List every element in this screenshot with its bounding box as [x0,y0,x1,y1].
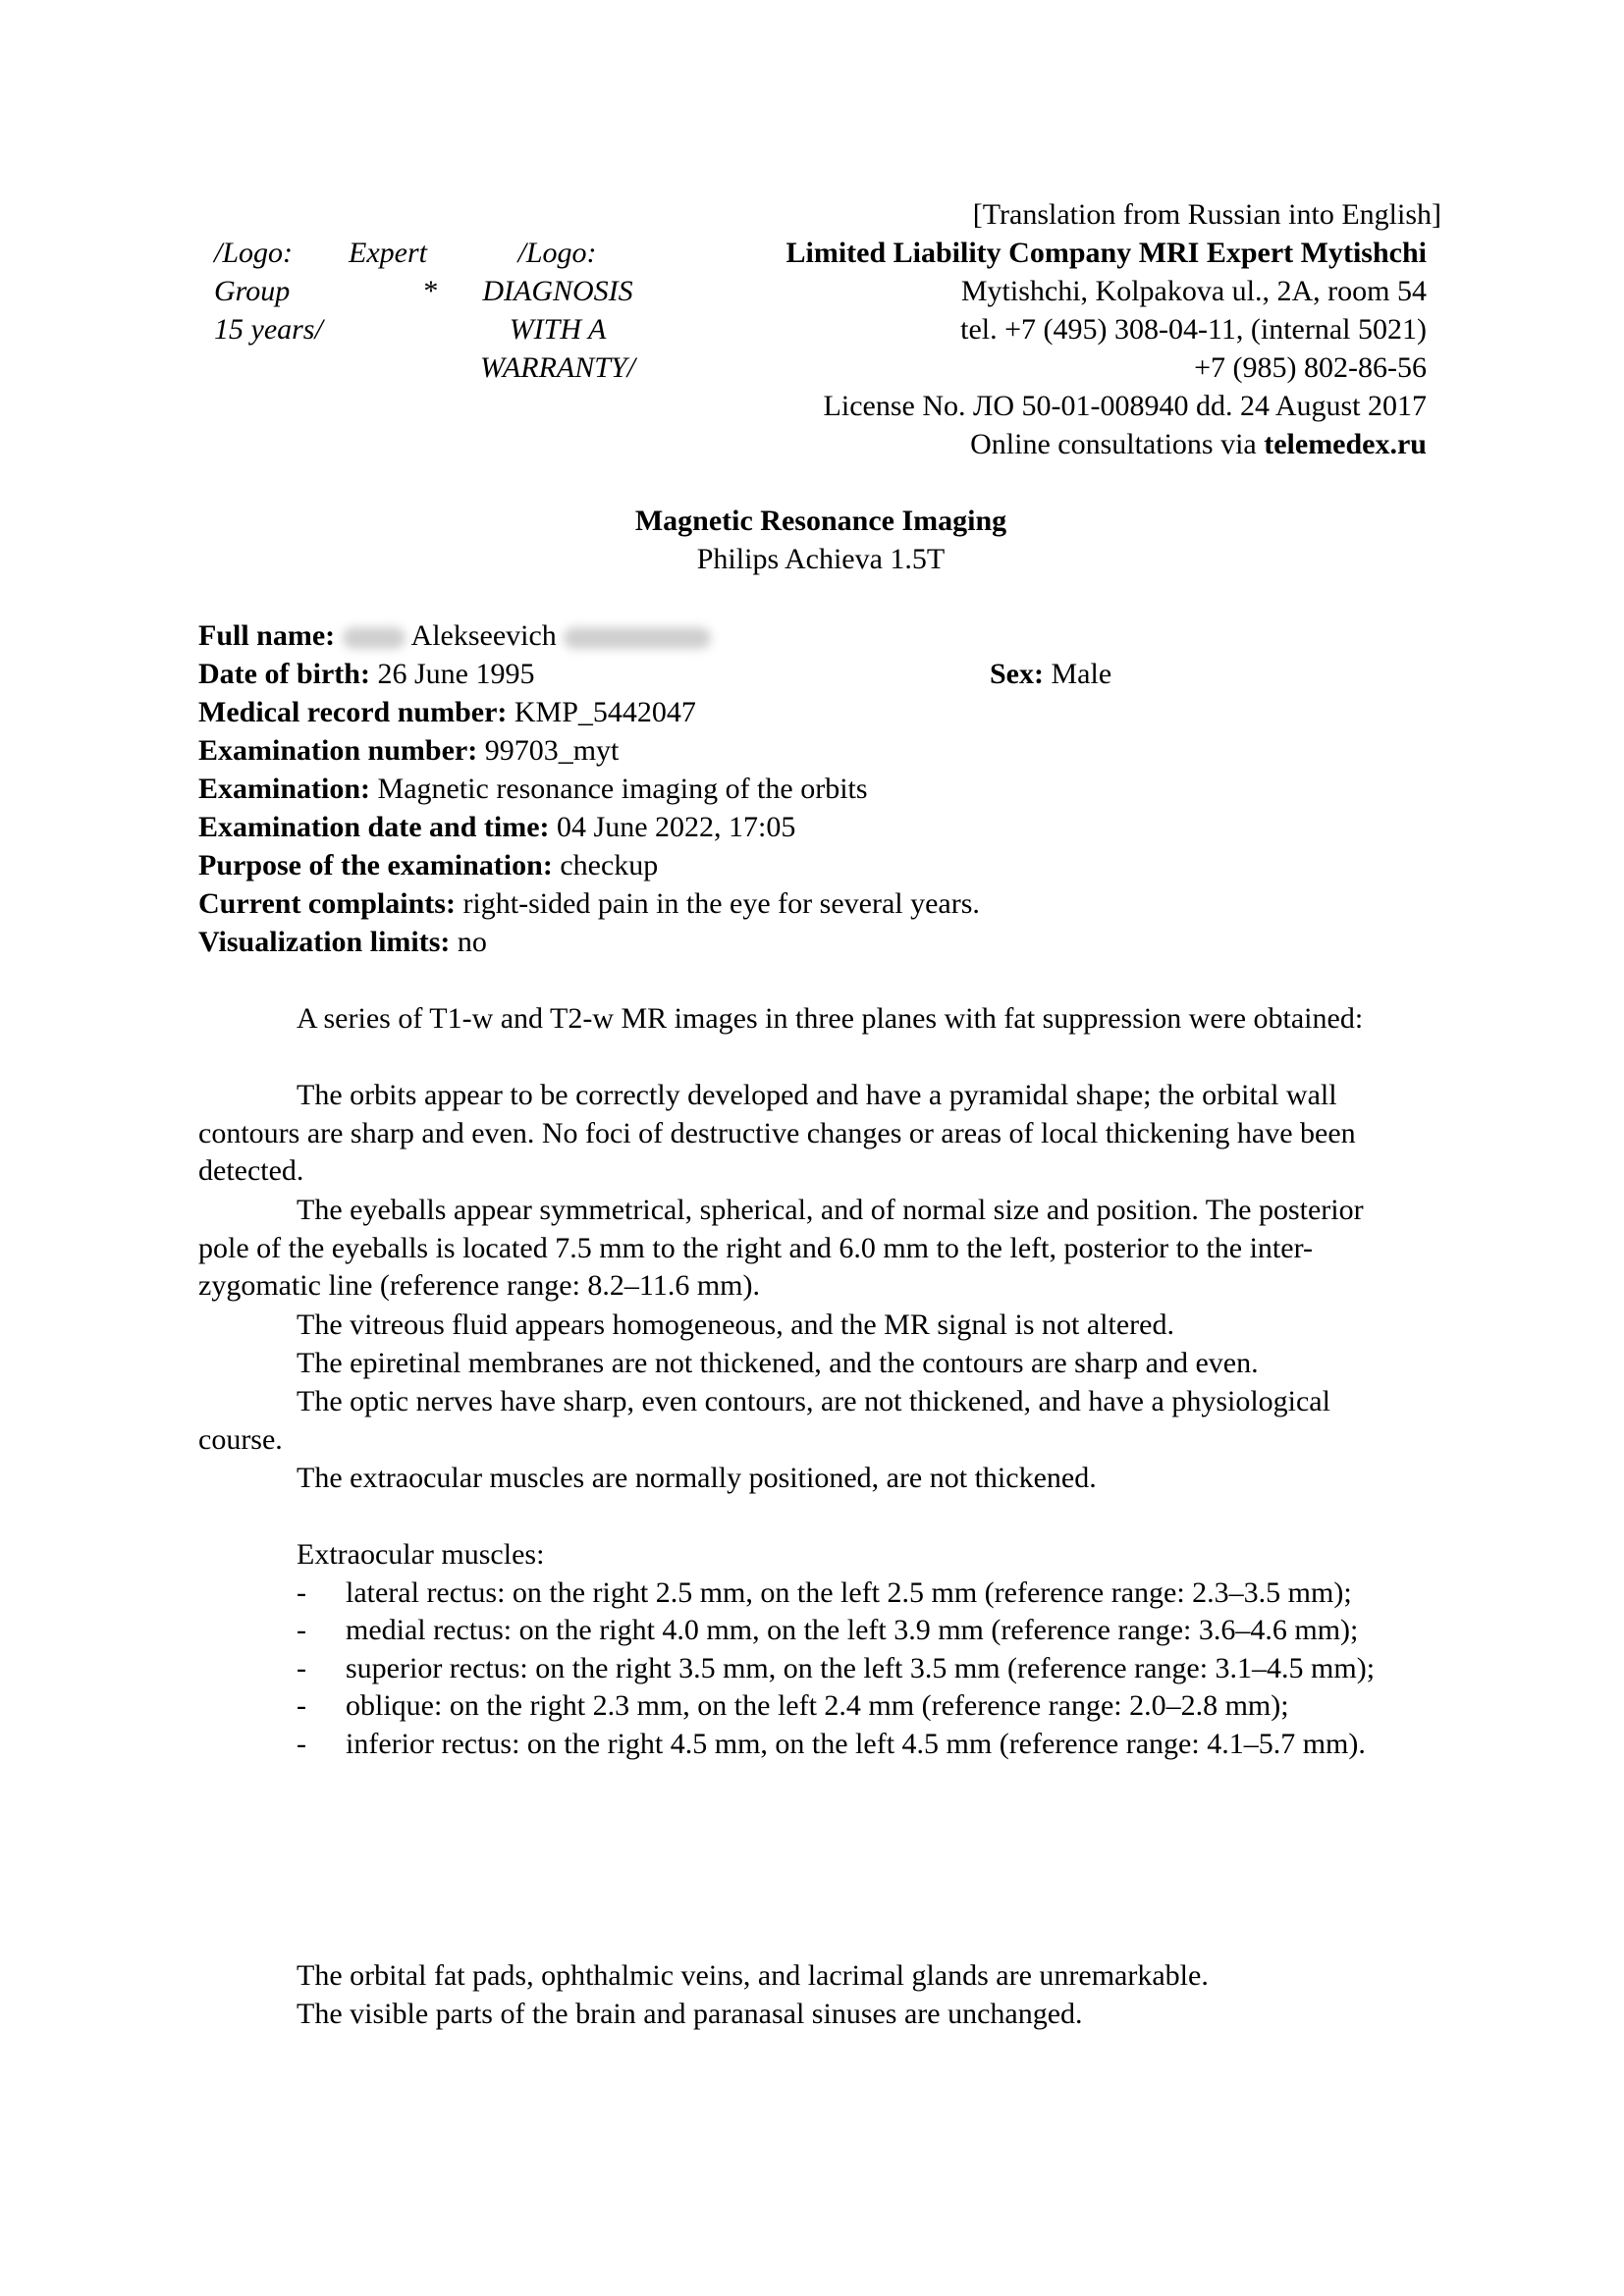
muscle-measurement: superior rectus: on the right 3.5 mm, on the left 3.5 mm (reference range: 3.1–4.5 mm); [346,1651,1376,1684]
logo1-line1: /Logo: [214,237,294,269]
findings-paragraph-1: A series of T1-w and T2-w MR images in three planes with fat suppression were obtained: [297,1002,1364,1035]
exam-no-value: 99703_myt [484,734,620,767]
list-bullet-dash: - [297,1614,306,1646]
datetime-label: Examination date and time: [198,811,550,843]
muscle-list-item [198,1575,1426,1613]
dob-label: Date of birth: [198,658,370,690]
closing-line-1: The orbital fat pads, ophthalmic veins, and lacrimal glands are unremarkable. [297,1959,1209,1992]
logo2-line4: WARRANTY/ [480,351,635,384]
patient-sex [990,656,1111,694]
logo1-line2: Group [214,275,291,307]
company-tel-1: tel. +7 (495) 308-04-11, (internal 5021) [960,313,1427,346]
visualization-limits [198,924,487,962]
muscles-list [198,1575,1426,1764]
online-site: telemedex.ru [1264,428,1427,460]
list-bullet-dash: - [297,1651,306,1684]
report-title: Magnetic Resonance Imaging [634,505,1007,537]
logo1-line3: 15 years/ [214,313,323,346]
list-bullet-dash: - [297,1727,306,1760]
medical-record-number [198,694,696,732]
online-prefix: Online consultations via [970,428,1265,460]
limits-label: Visualization limits: [198,926,451,958]
findings-paragraph-7: The extraocular muscles are normally positioned, are not thickened. [297,1462,1097,1494]
findings-paragraph-2: The orbits appear to be correctly developed and have a pyramidal shape; the orbital wall contours are sharp and even. No foci of destructive changes or areas of local thickening have been detected. [198,1079,1356,1187]
muscle-list-item [198,1612,1426,1650]
complaints-label: Current complaints: [198,887,456,920]
muscle-list-item [198,1726,1426,1764]
list-bullet-dash: - [297,1689,306,1722]
complaints-value: right-sided pain in the eye for several years. [462,887,980,920]
logo1-line1b: Expert [349,237,427,269]
exam-label: Examination: [198,773,371,805]
mrn-value: KMP_5442047 [514,696,696,728]
muscle-measurement: lateral rectus: on the right 2.5 mm, on the left 2.5 mm (reference range: 2.3–3.5 mm); [346,1575,1352,1609]
findings-paragraph-4: The vitreous fluid appears homogeneous, and the MR signal is not altered. [297,1308,1174,1341]
muscles-heading: Extraocular muscles: [297,1538,545,1571]
extraocular-muscles-section [198,1536,1426,1763]
exam-value: Magnetic resonance imaging of the orbits [377,773,868,805]
company-tel-2: +7 (985) 802-86-56 [1194,351,1427,384]
full-name-patronymic: Alekseevich [410,619,557,652]
findings-paragraph-5: The epiretinal membranes are not thickened, and the contours are sharp and even. [297,1347,1259,1379]
patient-dob [198,656,534,694]
company-license: License No. ЛО 50-01-008940 dd. 24 August 2017 [823,390,1427,422]
logo2-line3: WITH A [509,313,607,346]
purpose-value: checkup [560,849,659,881]
patient-full-name [198,617,711,656]
redacted-surname [564,627,711,649]
translation-note: [Translation from Russian into English] [972,198,1441,231]
scanner-model: Philips Achieva 1.5T [696,543,946,575]
muscle-list-item [198,1687,1426,1726]
dob-value: 26 June 1995 [377,658,535,690]
logo2-line2: DIAGNOSIS [482,275,633,307]
logo1-line2b: * [422,275,437,307]
findings-paragraph-3: The eyeballs appear symmetrical, spherical, and of normal size and position. The posterior pole of the eyeballs is located 7.5 mm to the right and 6.0 mm to the left, posterior to the inter-zygomatic line (reference range: 8.2–11.6 mm). [198,1194,1364,1302]
examination-purpose [198,847,658,885]
muscle-measurement: oblique: on the right 2.3 mm, on the left 2.4 mm (reference range: 2.0–2.8 mm); [346,1689,1289,1722]
company-address: Mytishchi, Kolpakova ul., 2A, room 54 [960,275,1427,307]
online-consultations [970,426,1427,464]
muscle-list-item [198,1650,1426,1688]
purpose-label: Purpose of the examination: [198,849,553,881]
muscle-measurement: inferior rectus: on the right 4.5 mm, on the left 4.5 mm (reference range: 4.1–5.7 mm). [346,1727,1366,1760]
examination [198,771,868,809]
sex-label: Sex: [990,658,1044,690]
mrn-label: Medical record number: [198,696,508,728]
current-complaints [198,885,980,924]
findings-paragraph-6: The optic nerves have sharp, even contours, are not thickened, and have a physiological course. [198,1385,1330,1456]
exam-no-label: Examination number: [198,734,478,767]
sex-value: Male [1051,658,1112,690]
logo2-line1: /Logo: [517,237,597,269]
limits-value: no [457,926,487,958]
muscle-measurement: medial rectus: on the right 4.0 mm, on the left 3.9 mm (reference range: 3.6–4.6 mm); [346,1614,1359,1646]
full-name-label: Full name: [198,619,336,652]
closing-line-2: The visible parts of the brain and paranasal sinuses are unchanged. [297,1998,1083,2030]
redacted-first-name [343,627,406,649]
company-name: Limited Liability Company MRI Expert Mytishchi [785,237,1427,269]
examination-datetime [198,809,795,847]
list-bullet-dash: - [297,1575,306,1609]
datetime-value: 04 June 2022, 17:05 [557,811,796,843]
examination-number [198,732,619,771]
